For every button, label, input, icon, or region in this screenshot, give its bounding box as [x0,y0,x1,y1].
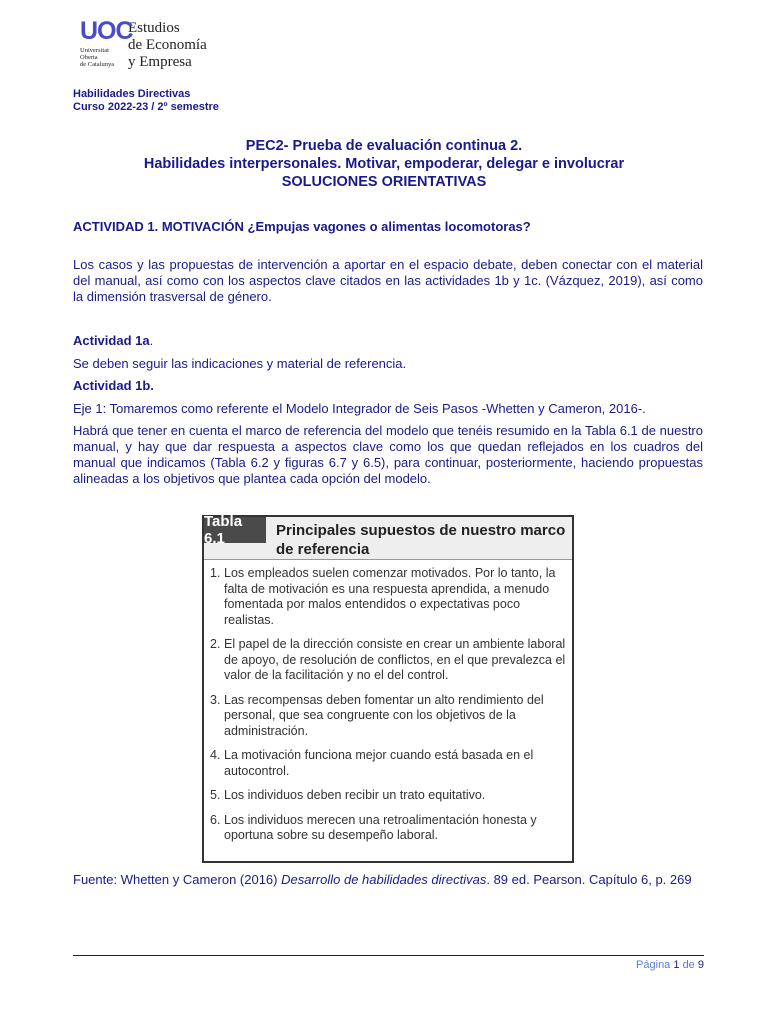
course-info [73,88,219,114]
activity-1b-eje: Eje 1: Tomaremos como referente el Modelo Integrador de Seis Pasos -Whetten y Cameron, 2016-. [73,401,646,416]
faculty-name [128,20,207,80]
faculty-line: de Economía [128,37,207,53]
faculty-line: y Empresa [128,54,192,70]
page-footer [636,959,704,971]
list-item [210,748,566,779]
page-word: Página [636,959,671,971]
list-item-number: 4. [210,748,221,762]
list-item-number: 3. [210,692,221,707]
faculty-line: Estudios [128,20,180,36]
univ-line: Universitat [80,47,109,54]
activity-1a-text: Se deben seguir las indicaciones y material de referencia. [73,356,407,371]
uoc-logo [80,18,226,80]
list-item-text: Los individuos deben recibir un trato equitativo. [224,788,486,802]
list-item-number: 5. [210,788,221,802]
list-item-text: Los individuos merecen una retroalimentación honesta y oportuna sobre su desempeño laboral. [224,812,537,842]
figure-header [204,513,572,560]
source-suffix: . 89 ed. Pearson. Capítulo 6, p. 269 [486,872,692,887]
page-current: 1 [673,959,680,971]
figure-title: Principales supuestos de nuestro marco de referencia [275,522,566,558]
univ-line: Oberta [80,54,98,61]
list-item-text: El papel de la dirección consiste en crear un ambiente laboral de apoyo, de resolución de conflictos, en el que prevalezca el valor de la facilitación y no el del control. [224,637,566,682]
list-item [210,813,566,844]
activity-1b-paragraph: Habrá que tener en cuenta el marco de referencia del modelo que tenéis resumido en la Tabla 6.1 de nuestro manual, y hay que dar respuesta a aspectos clave como los que quedan reflejados en los cuadros del manual que indicamos (Tabla 6.2 y figuras 6.7 y 6.5), para continuar, posteriormente, haciendo propuestas alineadas a los objetivos que plantea cada opción del modelo. [73,423,703,486]
list-item [210,566,566,628]
uoc-mark [80,17,133,80]
course-term: Curso 2022-23 / 2º semestre [73,101,219,113]
activity-1a-label: Actividad 1a [73,333,150,348]
activity-heading: ACTIVIDAD 1. MOTIVACIÓN ¿Empujas vagones o alimentas locomotoras? [73,219,531,234]
source-book-title: Desarrollo de habilidades directivas [281,872,487,887]
list-item-text: La motivación funciona mejor cuando está basada en el autocontrol. [224,748,534,778]
list-item-text: Los empleados suelen comenzar motivados. Por lo tanto, la falta de motivación es una respuesta aprendida, a menudo fomentada por malos entendidos o expectativas poco realistas. [224,566,556,627]
intro-paragraph: Los casos y las propuestas de intervención a aportar en el espacio debate, deben conectar con el material del manual, así como con los aspectos clave citados en las actividades 1b y 1c. (Vázquez, 2019), así como la dimensión trasversal de género. [73,257,703,304]
activity-1b-heading: Actividad 1b. [73,378,154,393]
list-item-text: Las recompensas deben fomentar un alto rendimiento del personal, que sea congruente con los objetivos de la administración. [224,692,544,738]
title-line-1: PEC2- Prueba de evaluación continua 2. [245,138,523,154]
course-name: Habilidades Directivas [73,88,191,100]
uoc-university-name [80,47,126,68]
list-item [210,788,566,804]
activity-1a-heading [73,333,153,348]
page-of-word: de [682,959,695,971]
page-total: 9 [697,959,704,971]
document-title [0,137,768,191]
table-6-1-figure [202,515,574,863]
activity-1a-punct: . [149,333,154,348]
list-item-number: 2. [210,637,221,651]
source-prefix: Fuente: Whetten y Cameron (2016) [73,872,282,887]
list-item-number: 1. [210,566,221,580]
list-item-number: 6. [210,812,221,827]
figure-list [204,560,572,844]
figure-label: Tabla 6.1 [204,517,266,543]
uoc-mark-text: UOC [80,17,133,45]
list-item [210,693,566,740]
title-line-2: Habilidades interpersonales. Motivar, empoderar, delegar e involucrar [143,156,625,172]
source-citation [73,872,703,888]
title-line-3: SOLUCIONES ORIENTATIVAS [281,174,487,190]
list-item [210,637,566,684]
footer-divider [73,955,704,956]
univ-line: de Catalunya [80,61,115,68]
